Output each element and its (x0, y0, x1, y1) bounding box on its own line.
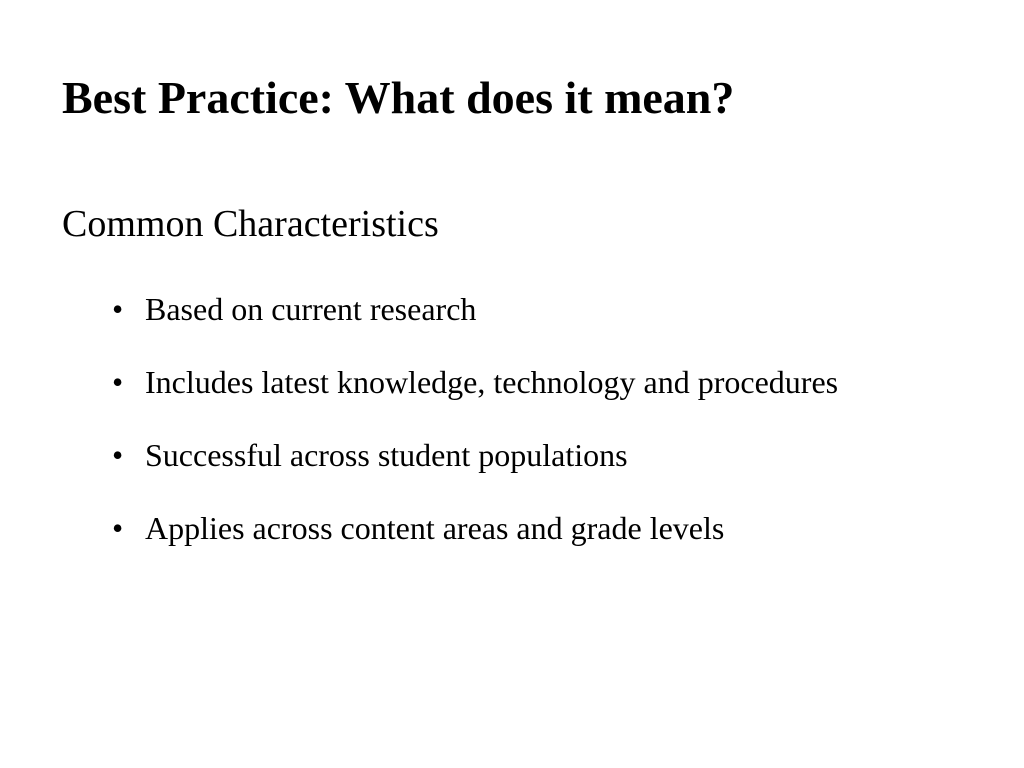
bullet-item-populations (112, 424, 872, 487)
bullet-item-knowledge (112, 351, 872, 414)
bullet-icon: • (112, 364, 124, 400)
bullet-item-content-areas (112, 497, 872, 560)
bullet-icon: • (112, 437, 124, 473)
bullet-list (112, 278, 872, 570)
bullet-item-research (112, 278, 872, 341)
slide-title: Best Practice: What does it mean? (62, 72, 735, 123)
bullet-text: Based on current research (145, 291, 477, 327)
bullet-text: Applies across content areas and grade levels (145, 510, 725, 546)
section-heading: Common Characteristics (62, 203, 439, 245)
bullet-text: Successful across student populations (145, 437, 628, 473)
bullet-icon: • (112, 510, 124, 546)
bullet-icon: • (112, 291, 124, 327)
bullet-text: Includes latest knowledge, technology and procedures (145, 364, 839, 400)
